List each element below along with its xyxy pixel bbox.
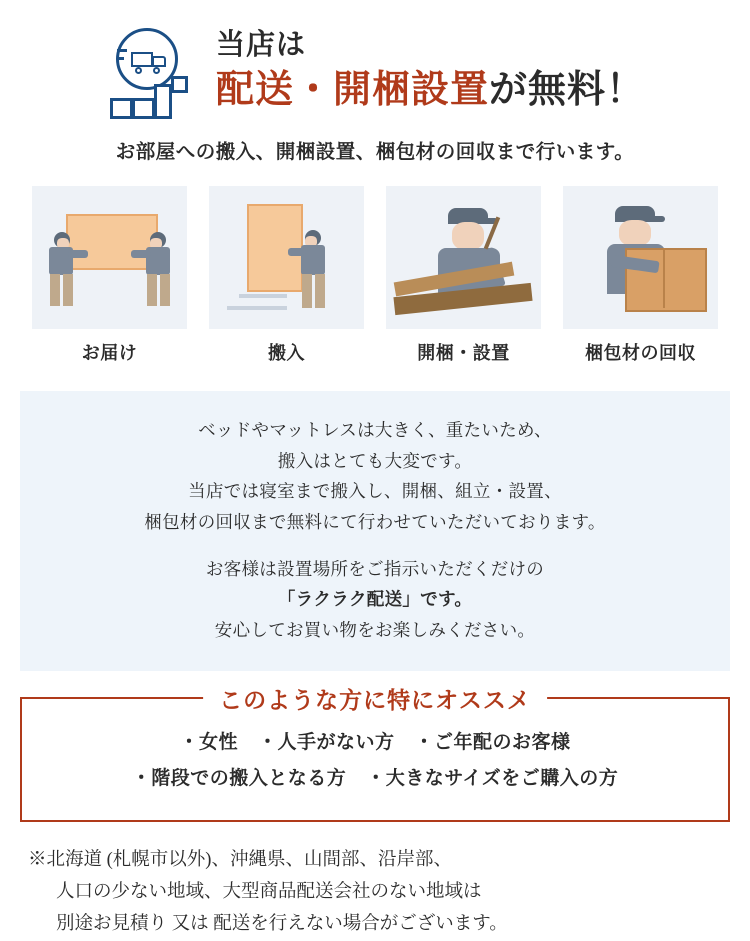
header-text: [202, 26, 645, 112]
info-line: 梱包材の回収まで無料にて行わせていただいております。: [144, 511, 606, 532]
step-item-unpack-install: [386, 186, 541, 365]
recommend-item: ・ご年配のお客様: [414, 732, 571, 754]
info-line: お客様は設置場所をご指示いただくだけの: [205, 558, 545, 579]
info-panel: [20, 391, 730, 671]
boxes-icon: [110, 76, 202, 120]
worker-assembling-bed-frame-icon: [386, 186, 541, 329]
info-line: 当店では寝室まで搬入し、開梱、組立・設置、: [188, 481, 562, 502]
header: [20, 0, 730, 120]
recommend-item: ・人手がない方: [257, 732, 395, 754]
headline-line1: 当店は: [216, 29, 307, 61]
info-line: 搬入はとても大変です。: [277, 450, 473, 471]
recommend-box: [20, 687, 730, 821]
note-block: [20, 844, 730, 941]
two-workers-carrying-mattress-icon: [32, 186, 187, 329]
delivery-truck-icon: [110, 28, 202, 120]
step-item-collect-packaging: [563, 186, 718, 365]
info-line: 安心してお買い物をお楽しみください。: [214, 619, 536, 640]
recommend-row: [32, 761, 718, 797]
recommend-item: ・大きなサイズをご購入の方: [366, 768, 619, 790]
recommend-item: ・階段での搬入となる方: [131, 768, 347, 790]
recommend-item: ・女性: [179, 732, 238, 754]
step-label: お届け: [81, 343, 138, 363]
headline-accent: 配送・開梱設置: [216, 68, 490, 111]
recommend-row: [32, 725, 718, 761]
note-line: 別途お見積り 又は 配送を行えない場合がございます。: [56, 914, 508, 935]
headline-tail: が無料！: [489, 68, 646, 111]
note-line: ※北海道 (札幌市以外)、沖縄県、山間部、沿岸部、: [28, 849, 452, 870]
step-label: 搬入: [268, 343, 305, 363]
step-list: [20, 186, 730, 365]
headline-line2: [216, 69, 645, 113]
step-item-delivery: [32, 186, 187, 365]
note-line: 人口の少ない地域、大型商品配送会社のない地域は: [56, 881, 482, 902]
subheadline: お部屋への搬入、開梱設置、梱包材の回収まで行います。: [115, 141, 635, 163]
worker-collecting-cardboard-icon: [563, 186, 718, 329]
step-label: 梱包材の回収: [585, 343, 696, 363]
step-label: 開梱・設置: [417, 343, 510, 363]
step-item-carry-in: [209, 186, 364, 365]
recommend-title: このような方に特にオススメ: [203, 682, 547, 715]
info-line-highlight: 「ラクラク配送」です。: [277, 589, 473, 610]
info-line: ベッドやマットレスは大きく、重たいため、: [198, 420, 552, 440]
worker-carrying-mattress-up-stairs-icon: [209, 186, 364, 329]
